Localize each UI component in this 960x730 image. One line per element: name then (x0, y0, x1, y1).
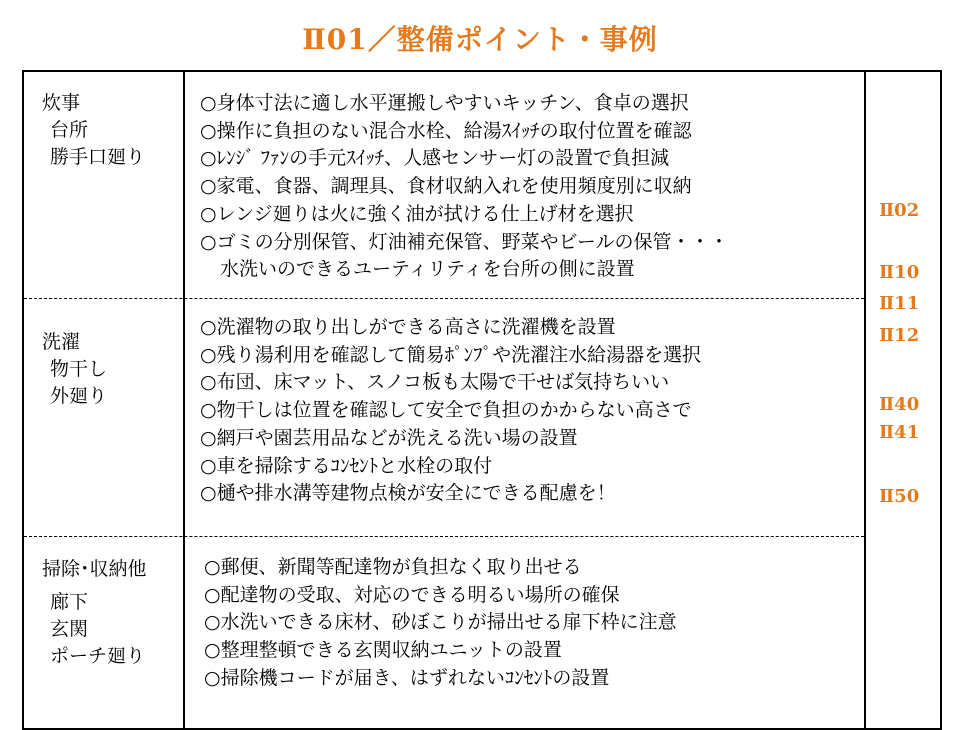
category-label: 台所 (50, 119, 89, 141)
page-title: Ⅱ01／整備ポイント・事例 (302, 23, 658, 56)
reference-link[interactable]: Ⅱ41 (879, 422, 920, 443)
reference-link[interactable]: Ⅱ12 (879, 325, 920, 346)
list-item: ○ゴミの分別保管、灯油補充保管、野菜やビールの保管・・・ (200, 230, 729, 253)
list-item: ○車を掃除するｺﾝｾﾝﾄと水栓の取付 (200, 454, 493, 477)
list-item: ○配達物の受取、対応のできる明るい場所の確保 (204, 583, 620, 606)
category-label: 廊下 (50, 591, 89, 613)
reference-link[interactable]: Ⅱ40 (879, 394, 920, 415)
items-cooking (200, 90, 728, 284)
category-cooking (42, 90, 145, 171)
list-item: ○郵便、新聞等配達物が負担なく取り出せる (204, 556, 582, 578)
list-item: ○操作に負担のない混合水栓、給湯ｽｲｯﾁの取付位置を確認 (200, 119, 692, 142)
category-label: 洗濯 (42, 331, 81, 353)
list-item: ○樋や排水溝等建物点検が安全にできる配慮を！ (200, 482, 616, 505)
column-divider (183, 72, 185, 728)
list-item: ○身体寸法に適し水平運搬しやすいキッチン、食卓の選択 (200, 92, 689, 114)
category-cleaning (42, 556, 147, 670)
list-item: ○掃除機コードが届き、はずれないｺﾝｾﾝﾄの設置 (204, 666, 610, 689)
list-item: ○網戸や園芸用品などが洗える洗い場の設置 (200, 426, 578, 449)
list-item: ○ﾚﾝｼﾞ ﾌｧﾝの手元ｽｲｯﾁ、人感センサー灯の設置で負担減 (200, 147, 670, 170)
items-cleaning (204, 554, 677, 693)
category-label: 物干し (50, 358, 108, 380)
reference-link[interactable]: Ⅱ11 (879, 293, 920, 314)
category-label: 外廻り (50, 385, 108, 407)
reference-link[interactable]: Ⅱ02 (879, 200, 920, 221)
list-item: ○布団、床マット、スノコ板も太陽で干せば気持ちいい (200, 371, 670, 394)
list-item: ○整理整頓できる玄関収納ユニットの設置 (204, 639, 562, 662)
list-item: ○レンジ廻りは火に強く油が拭ける仕上げ材を選択 (200, 202, 634, 225)
category-label: 勝手口廻り (50, 146, 146, 168)
category-label: 玄関 (50, 618, 89, 640)
category-laundry (42, 329, 107, 410)
reference-link[interactable]: Ⅱ10 (879, 262, 920, 283)
list-item: ○洗濯物の取り出しができる高さに洗濯機を設置 (200, 316, 616, 338)
category-label: ポーチ廻り (50, 645, 146, 667)
reference-link[interactable]: Ⅱ50 (879, 486, 920, 507)
column-divider (864, 72, 866, 728)
row-divider (24, 536, 864, 537)
items-laundry (200, 314, 701, 508)
row-divider (24, 298, 864, 299)
list-item: ○家電、食器、調理具、食材収納入れを使用頻度別に収納 (200, 175, 692, 198)
list-item: ○残り湯利用を確認して簡易ﾎﾟﾝﾌﾟや洗濯注水給湯器を選択 (200, 343, 702, 366)
points-table (22, 70, 942, 730)
list-item: ○物干しは位置を確認して安全で負担のかからない高さで (200, 399, 692, 422)
list-item: 水洗いのできるユーティリティを台所の側に設置 (220, 258, 635, 281)
category-label: 掃除･収納他 (42, 558, 147, 580)
category-label: 炊事 (42, 92, 81, 114)
list-item: ○水洗いできる床材、砂ぼこりが掃出せる扉下枠に注意 (204, 611, 677, 634)
